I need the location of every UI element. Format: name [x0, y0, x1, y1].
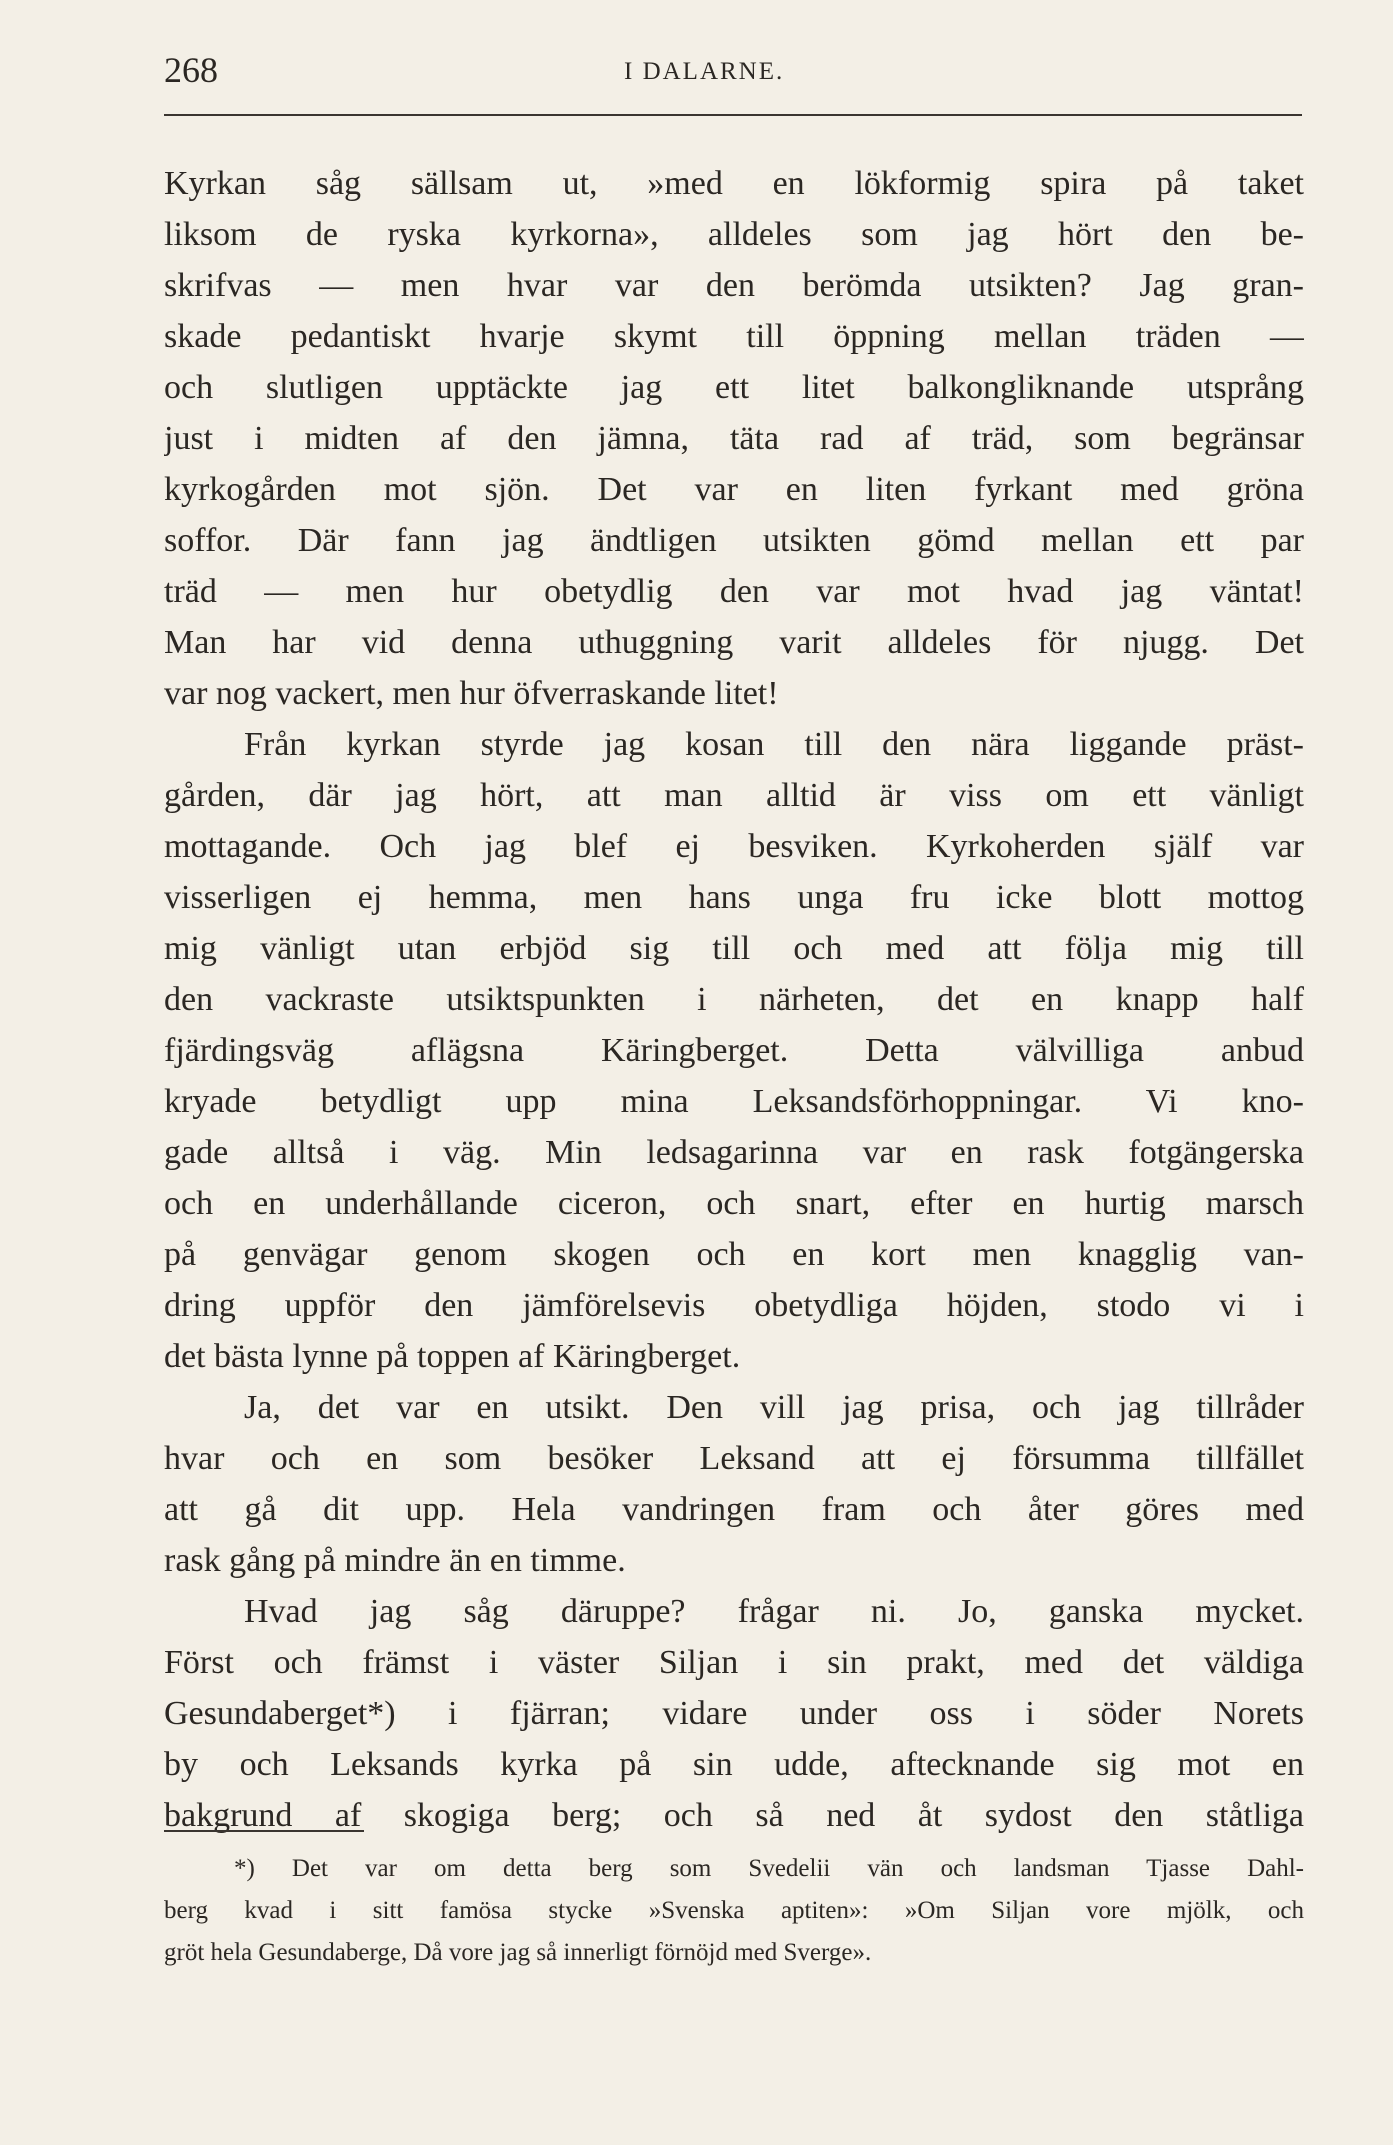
- text-line: det bästa lynne på toppen af Käringberget.: [164, 1338, 741, 1375]
- text-line: skade pedantiskt hvarje skymt till öppning mellan träden —: [164, 318, 1304, 355]
- footnote-line: berg kvad i sitt famösa stycke »Svenska aptiten»: »Om Siljan vore mjölk, och: [164, 1897, 1304, 1924]
- text-line: soffor. Där fann jag ändtligen utsikten gömd mellan ett par: [164, 522, 1304, 559]
- text-line: och en underhållande ciceron, och snart, efter en hurtig marsch: [164, 1185, 1304, 1222]
- text-line: skrifvas — men hvar var den berömda utsikten? Jag gran-: [164, 267, 1304, 304]
- footnote-rule: [164, 1830, 364, 1832]
- text-line: fjärdingsväg aflägsna Käringberget. Detta välvilliga anbud: [164, 1032, 1304, 1069]
- text-line: gade alltså i väg. Min ledsagarinna var en rask fotgängerska: [164, 1134, 1304, 1171]
- text-line: Ja, det var en utsikt. Den vill jag prisa, och jag tillråder: [244, 1389, 1304, 1426]
- text-line: den vackraste utsiktspunkten i närheten, det en knapp half: [164, 981, 1304, 1018]
- page-number: 268: [164, 50, 218, 90]
- body-text: [164, 158, 1304, 1841]
- text-line: by och Leksands kyrka på sin udde, aftecknande sig mot en: [164, 1746, 1304, 1783]
- text-line: kryade betydligt upp mina Leksandsförhoppningar. Vi kno-: [164, 1083, 1304, 1120]
- footnote-line: *) Det var om detta berg som Svedelii vän och landsman Tjasse Dahl-: [234, 1855, 1304, 1882]
- text-line: Först och främst i väster Siljan i sin prakt, med det väldiga: [164, 1644, 1304, 1681]
- text-line: gården, där jag hört, att man alltid är viss om ett vänligt: [164, 777, 1304, 814]
- running-head: I DALARNE.: [624, 58, 785, 85]
- header-rule: [164, 114, 1302, 116]
- text-line: hvar och en som besöker Leksand att ej försumma tillfället: [164, 1440, 1304, 1477]
- page-header: [164, 48, 1302, 92]
- text-line: visserligen ej hemma, men hans unga fru icke blott mottog: [164, 879, 1304, 916]
- text-line: Gesundaberget*) i fjärran; vidare under oss i söder Norets: [164, 1695, 1304, 1732]
- text-line: och slutligen upptäckte jag ett litet balkongliknande utsprång: [164, 369, 1304, 406]
- text-line: liksom de ryska kyrkorna», alldeles som jag hört den be-: [164, 216, 1304, 253]
- text-line: på genvägar genom skogen och en kort men knagglig van-: [164, 1236, 1304, 1273]
- footnotes: [164, 1848, 1304, 1974]
- text-line: just i midten af den jämna, täta rad af träd, som begränsar: [164, 420, 1304, 457]
- text-line: träd — men hur obetydlig den var mot hvad jag väntat!: [164, 573, 1304, 610]
- text-line: Hvad jag såg däruppe? frågar ni. Jo, ganska mycket.: [244, 1593, 1304, 1630]
- text-line: Från kyrkan styrde jag kosan till den nära liggande präst-: [244, 726, 1304, 763]
- text-line: att gå dit upp. Hela vandringen fram och åter göres med: [164, 1491, 1304, 1528]
- text-line: Kyrkan såg sällsam ut, »med en lökformig spira på taket: [164, 165, 1304, 202]
- text-line: rask gång på mindre än en timme.: [164, 1542, 626, 1579]
- text-line: kyrkogården mot sjön. Det var en liten fyrkant med gröna: [164, 471, 1304, 508]
- text-line: var nog vackert, men hur öfverraskande litet!: [164, 675, 779, 712]
- footnote-line: gröt hela Gesundaberge, Då vore jag så innerligt förnöjd med Sverge».: [164, 1939, 872, 1966]
- text-line: Man har vid denna uthuggning varit alldeles för njugg. Det: [164, 624, 1304, 661]
- text-line: mottagande. Och jag blef ej besviken. Kyrkoherden själf var: [164, 828, 1304, 865]
- text-line: dring uppför den jämförelsevis obetydliga höjden, stodo vi i: [164, 1287, 1304, 1324]
- text-line: mig vänligt utan erbjöd sig till och med att följa mig till: [164, 930, 1304, 967]
- text-line: bakgrund af skogiga berg; och så ned åt sydost den ståtliga: [164, 1797, 1304, 1834]
